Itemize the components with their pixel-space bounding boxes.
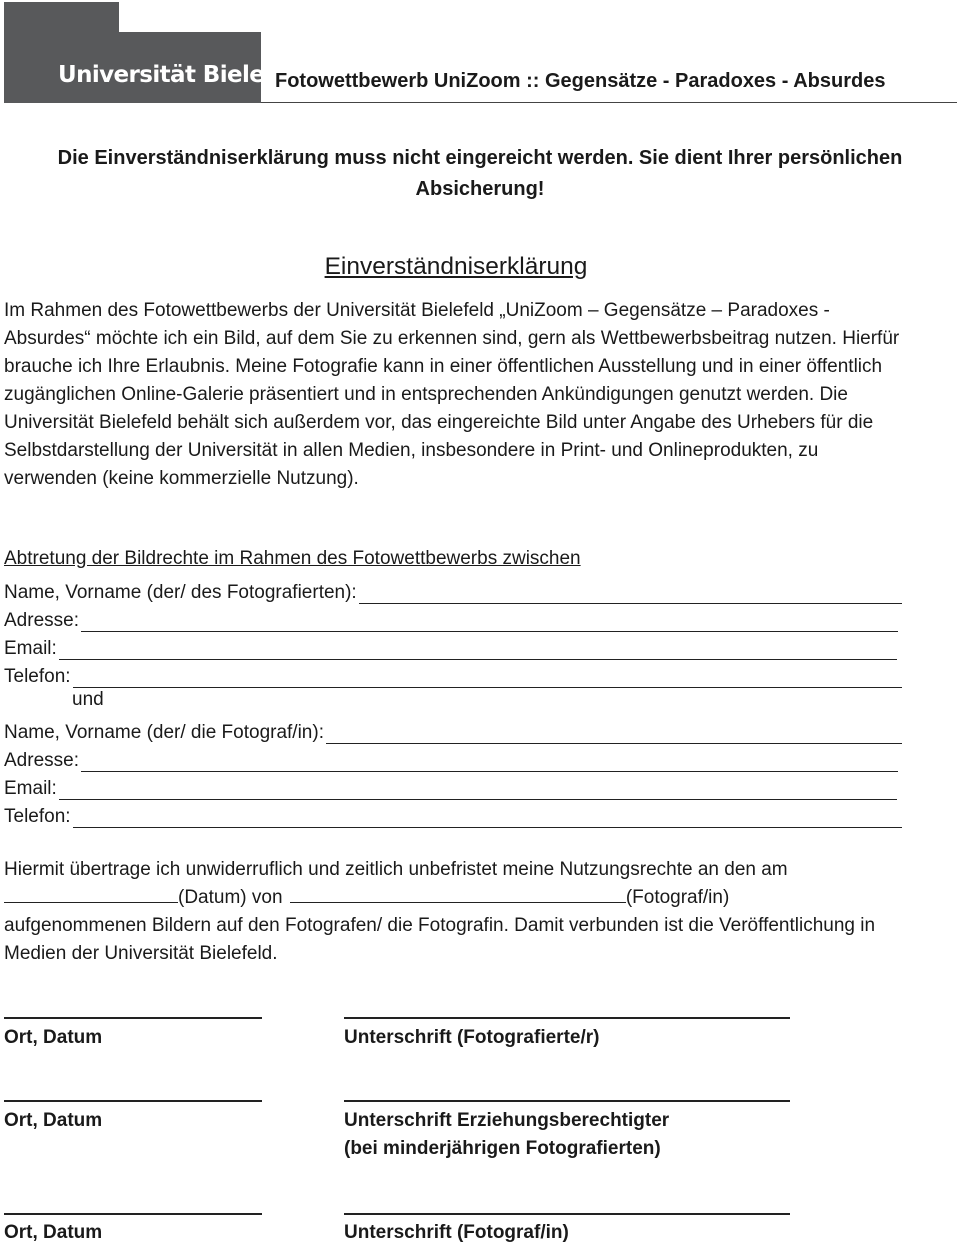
- photographer-label: (Fotograf/in): [625, 887, 730, 908]
- logo-text: Universität Bielefeld: [58, 62, 312, 88]
- field-label: Adresse:: [4, 610, 79, 631]
- fill-line[interactable]: [59, 641, 897, 660]
- field-label: Email:: [4, 778, 57, 799]
- fill-line[interactable]: [81, 753, 898, 772]
- fill-line[interactable]: [326, 725, 902, 744]
- place-date-label: Ort, Datum: [4, 1222, 103, 1243]
- fill-line[interactable]: [73, 669, 902, 688]
- notice-text: Die Einverständniserklärung muss nicht eingereicht werden. Sie dient Ihrer persönlichen Absicherung!: [57, 147, 903, 200]
- field-label: Telefon:: [4, 666, 71, 687]
- place-date-line[interactable]: [4, 1100, 262, 1102]
- body-paragraph: Im Rahmen des Fotowettbewerbs der Universität Bielefeld „UniZoom – Gegensätze – Paradoxes - Absurdes“ möchte ich ein Bild, auf dem Sie zu erkennen sind, gern als Wettbewerbsbeitrag nutzen. Hierfür brauche ich Ihre Erlaubnis. Meine Fotografie kann in einer öffentlichen Ausstellung und in einer öffentlich zugänglichen Online-Galerie präsentiert und in entsprechenden Ankündigungen genutzt werden. Die Universität Bielefeld behält sich außerdem vor, das eingereichte Bild unter Angabe des Urhebers für die Selbstdarstellung der Universität in allen Medien, insbesondere in Print- und Onlineprodukten, zu verwenden (keine kommerzielle Nutzung).: [4, 300, 900, 489]
- signature-label-photographer: Unterschrift (Fotograf/in): [344, 1222, 569, 1243]
- document-title: Einverständniserklärung: [324, 253, 588, 280]
- place-date-label: Ort, Datum: [4, 1027, 103, 1048]
- transfer-line-1: Hiermit übertrage ich unwiderruflich und zeitlich unbefristet meine Nutzungsrechte an den am: [4, 859, 788, 880]
- field-label: Name, Vorname (der/ des Fotografierten):: [4, 582, 357, 603]
- place-date-label: Ort, Datum: [4, 1110, 103, 1131]
- transfer-line-2: [4, 884, 914, 912]
- photographed-address-field[interactable]: [4, 604, 898, 632]
- header-title: Fotowettbewerb UniZoom :: Gegensätze - Paradoxes - Absurdes: [275, 70, 886, 92]
- photographed-email-field[interactable]: [4, 632, 897, 660]
- photographer-blank[interactable]: [290, 884, 626, 903]
- section-heading: Abtretung der Bildrechte im Rahmen des Fotowettbewerbs zwischen: [4, 548, 581, 569]
- signature-label-guardian: Unterschrift Erziehungsberechtigter: [344, 1110, 670, 1131]
- fill-line[interactable]: [81, 613, 898, 632]
- fill-line[interactable]: [73, 809, 902, 828]
- date-blank[interactable]: [4, 884, 178, 903]
- signature-line[interactable]: [344, 1100, 790, 1102]
- header-divider: [261, 102, 957, 103]
- signature-line[interactable]: [344, 1213, 790, 1215]
- und-text: und: [72, 689, 104, 710]
- place-date-line[interactable]: [4, 1017, 262, 1019]
- field-label: Telefon:: [4, 806, 71, 827]
- field-label: Name, Vorname (der/ die Fotograf/in):: [4, 722, 324, 743]
- date-label: (Datum) von: [178, 887, 283, 908]
- photographer-phone-field[interactable]: [4, 800, 902, 828]
- photographed-phone-field[interactable]: [4, 660, 902, 688]
- field-label: Email:: [4, 638, 57, 659]
- transfer-statement: [4, 856, 914, 968]
- fill-line[interactable]: [359, 585, 902, 604]
- place-date-line[interactable]: [4, 1213, 262, 1215]
- signature-label-guardian-note: (bei minderjährigen Fotografierten): [344, 1138, 661, 1159]
- transfer-line-3: aufgenommenen Bildern auf den Fotografen/ die Fotografin. Damit verbunden ist die Veröffentlichung in Medien der Universität Bielefeld.: [4, 915, 876, 964]
- fill-line[interactable]: [59, 781, 897, 800]
- photographer-address-field[interactable]: [4, 744, 898, 772]
- logo-notch: [119, 2, 261, 32]
- photographed-name-field[interactable]: [4, 576, 902, 604]
- signature-line[interactable]: [344, 1017, 790, 1019]
- field-label: Adresse:: [4, 750, 79, 771]
- photographer-name-field[interactable]: [4, 716, 902, 744]
- photographer-email-field[interactable]: [4, 772, 897, 800]
- signature-label-photographed: Unterschrift (Fotografierte/r): [344, 1027, 600, 1048]
